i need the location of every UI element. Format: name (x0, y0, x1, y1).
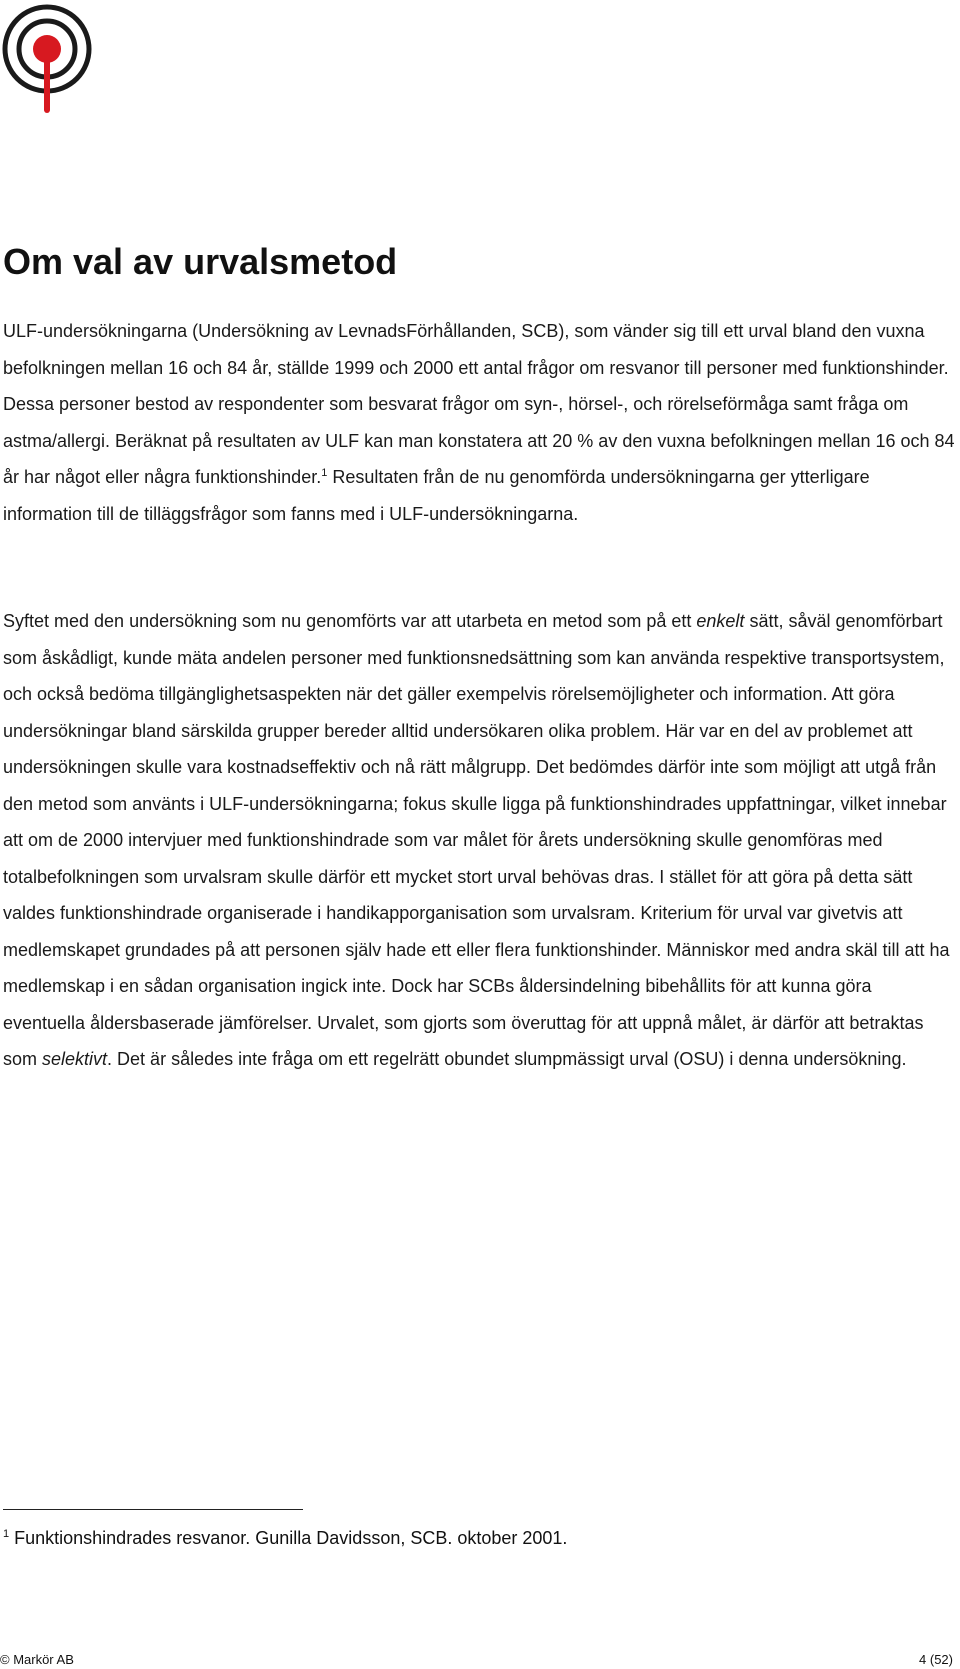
section-title: Om val av urvalsmetod (3, 241, 398, 282)
footnote (3, 1524, 567, 1552)
body-paragraph-2 (3, 603, 955, 1078)
paragraph-text: Resultaten från de nu genomförda undersökningarna ger ytterligare information till de tilläggsfrågor som fanns med i ULF-undersökningarna. (3, 467, 870, 524)
footer-copyright: © Markör AB (0, 1652, 74, 1667)
paragraph-text: . Det är således inte fråga om ett regelrätt obundet slumpmässigt urval (OSU) i denna undersökning. (107, 1049, 907, 1069)
target-logo-icon (0, 2, 98, 114)
footnote-divider (3, 1509, 303, 1510)
footnote-number: 1 (3, 1528, 10, 1540)
footnote-text: Funktionshindrades resvanor. Gunilla Davidsson, SCB. oktober 2001. (9, 1528, 568, 1548)
paragraph-text: Syftet med den undersökning som nu genomförts var att utarbeta en metod som på ett (3, 611, 697, 631)
emphasis-text: enkelt (696, 611, 745, 631)
footer-page-number: 4 (52) (919, 1652, 953, 1667)
paragraph-text: sätt, såväl genomförbart som åskådligt, kunde mäta andelen personer med funktionsnedsättning som kan använda respektive transportsystem, och också bedöma tillgänglighetsaspekten när det gäller exempelvis rörelsemöjligheter och information. Att göra undersökningar bland särskilda grupper bereder alltid undersökaren olika problem. Här var en del av problemet att undersökningen skulle vara kostnadseffektiv och nå rätt målgrupp. Det bedömdes därför inte som möjligt att utgå från den metod som använts i ULF-undersökningarna; fokus skulle ligga på funktionshindrades uppfattningar, vilket innebar att om de 2000 intervjuer med funktionshindrade som var målet för årets undersökning skulle genomföras med totalbefolkningen som urvalsram skulle därför ett mycket stort urval behövas dras. I stället för att göra på detta sätt valdes funktionshindrade organiserade i handikapporganisation som urvalsram. Kriterium för urval var givetvis att medlemskapet grundades på att personen själv hade ett eller flera funktionshinder. Människor med andra skäl till att ha medlemskap i en sådan organisation ingick inte. Dock har SCBs åldersindelning bibehållits för att kunna göra eventuella åldersbaserade jämförelser. Urvalet, som gjorts som överuttag för att uppnå målet, är därför att betraktas som (3, 611, 950, 1069)
paragraph-text: ULF-undersökningarna (Undersökning av LevnadsFörhållanden, SCB), som vänder sig till ett urval bland den vuxna befolkningen mellan 16 och 84 år, ställde 1999 och 2000 ett antal frågor om resvanor till personer med funktionshinder. Dessa personer bestod av respondenter som besvarat frågor om syn-, hörsel-, och rörelseförmåga samt fråga om astma/allergi. Beräknat på resultaten av ULF kan man konstatera att 20 % av den vuxna befolkningen mellan 16 och 84 år har något eller några funktionshinder. (3, 321, 955, 487)
footnote-reference[interactable]: 1 (321, 467, 328, 479)
body-paragraph-1 (3, 313, 955, 532)
emphasis-text: selektivt (42, 1049, 108, 1069)
